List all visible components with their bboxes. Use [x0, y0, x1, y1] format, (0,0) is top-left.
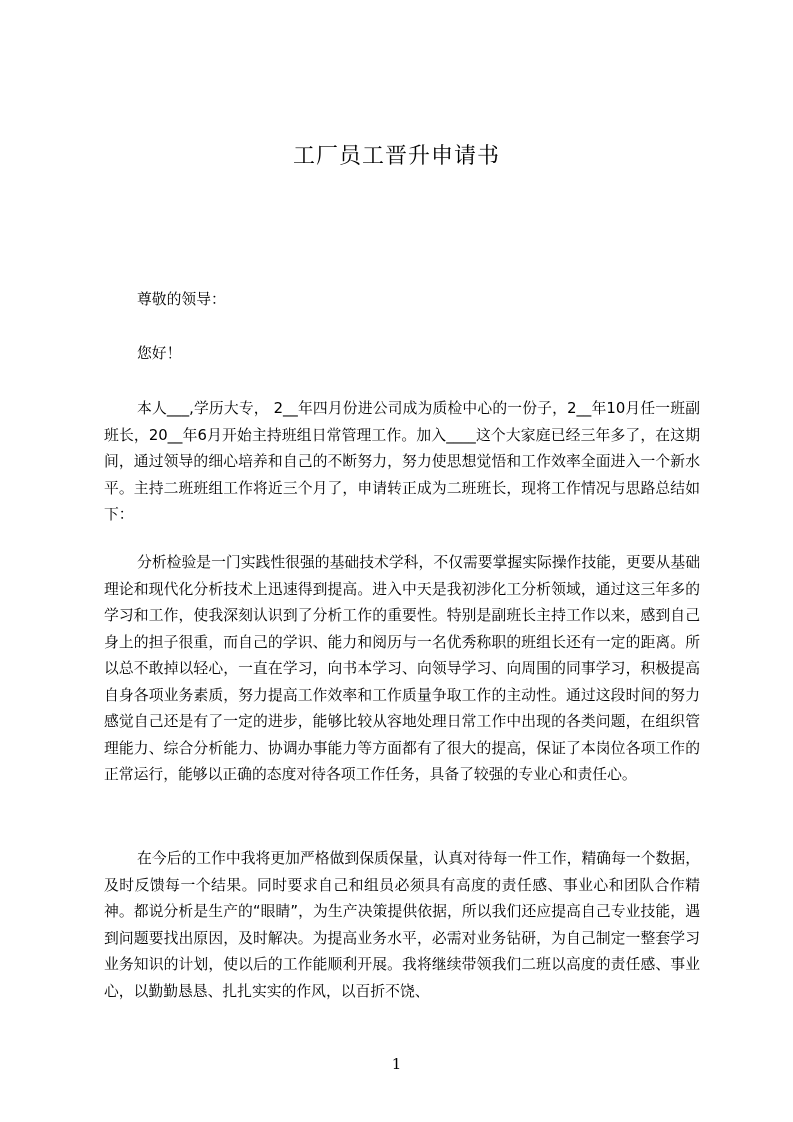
paragraph-work-summary: 分析检验是一门实践性很强的基础技术学科，不仅需要掌握实际操作技能，更要从基础理论和现代化分析技术上迅速得到提高。进入中天是我初涉化工分析领域，通过这三年多的学习和工作，使我深刻认识到了分析工作的重要性。特别是副班长主持工作以来，感到自己身上的担子很重，而自己的学识、能力和阅历与一名优秀称职的班组长还有一定的距离。所以总不敢掉以轻心，一直在学习，向书本学习、向领导学习、向周围的同事学习，积极提高自身各项业务素质，努力提高工作效率和工作质量争取工作的主动性。通过这段时间的努力感觉自己还是有了一定的进步，能够比较从容地处理日常工作中出现的各类问题，在组织管理能力、综合分析能力、协调办事能力等方面都有了很大的提高，保证了本岗位各项工作的正常运行，能够以正确的态度对待各项工作任务，具备了较强的专业心和责任心。 — [104, 554, 700, 783]
page-number: 1 — [391, 1055, 402, 1073]
salutation: 尊敬的领导： — [137, 291, 226, 308]
document-title: 工厂员工晋升申请书 — [292, 144, 500, 169]
paragraph-introduction: 本人___,学历大专， 2__年四月份进公司成为质检中心的一份子，2__年10月任一班副班长，20__年6月开始主持班组日常管理工作。加入____这个大家庭已经三年多了，在这期间，通过领导的细心培养和自己的不断努力，努力使思想觉悟和工作效率全面进入一个新水平。主持二班班组工作将近三个月了，申请转正成为二班班长，现将工作情况与思路总结如下： — [104, 400, 700, 523]
greeting: 您好！ — [137, 345, 182, 362]
paragraph-future-plan: 在今后的工作中我将更加严格做到保质保量，认真对待每一件工作，精确每一个数据，及时反馈每一个结果。同时要求自己和组员必须具有高度的责任感、事业心和团队合作精神。都说分析是生产的“眼睛”，为生产决策提供依据，所以我们还应提高自己专业技能，遇到问题要找出原因，及时解决。为提高业务水平，必需对业务钻研，为自己制定一整套学习业务知识的计划，使以后的工作能顺利开展。我将继续带领我们二班以高度的责任感、事业心，以勤勤恳恳、扎扎实实的作风，以百折不饶、 — [104, 850, 700, 1000]
